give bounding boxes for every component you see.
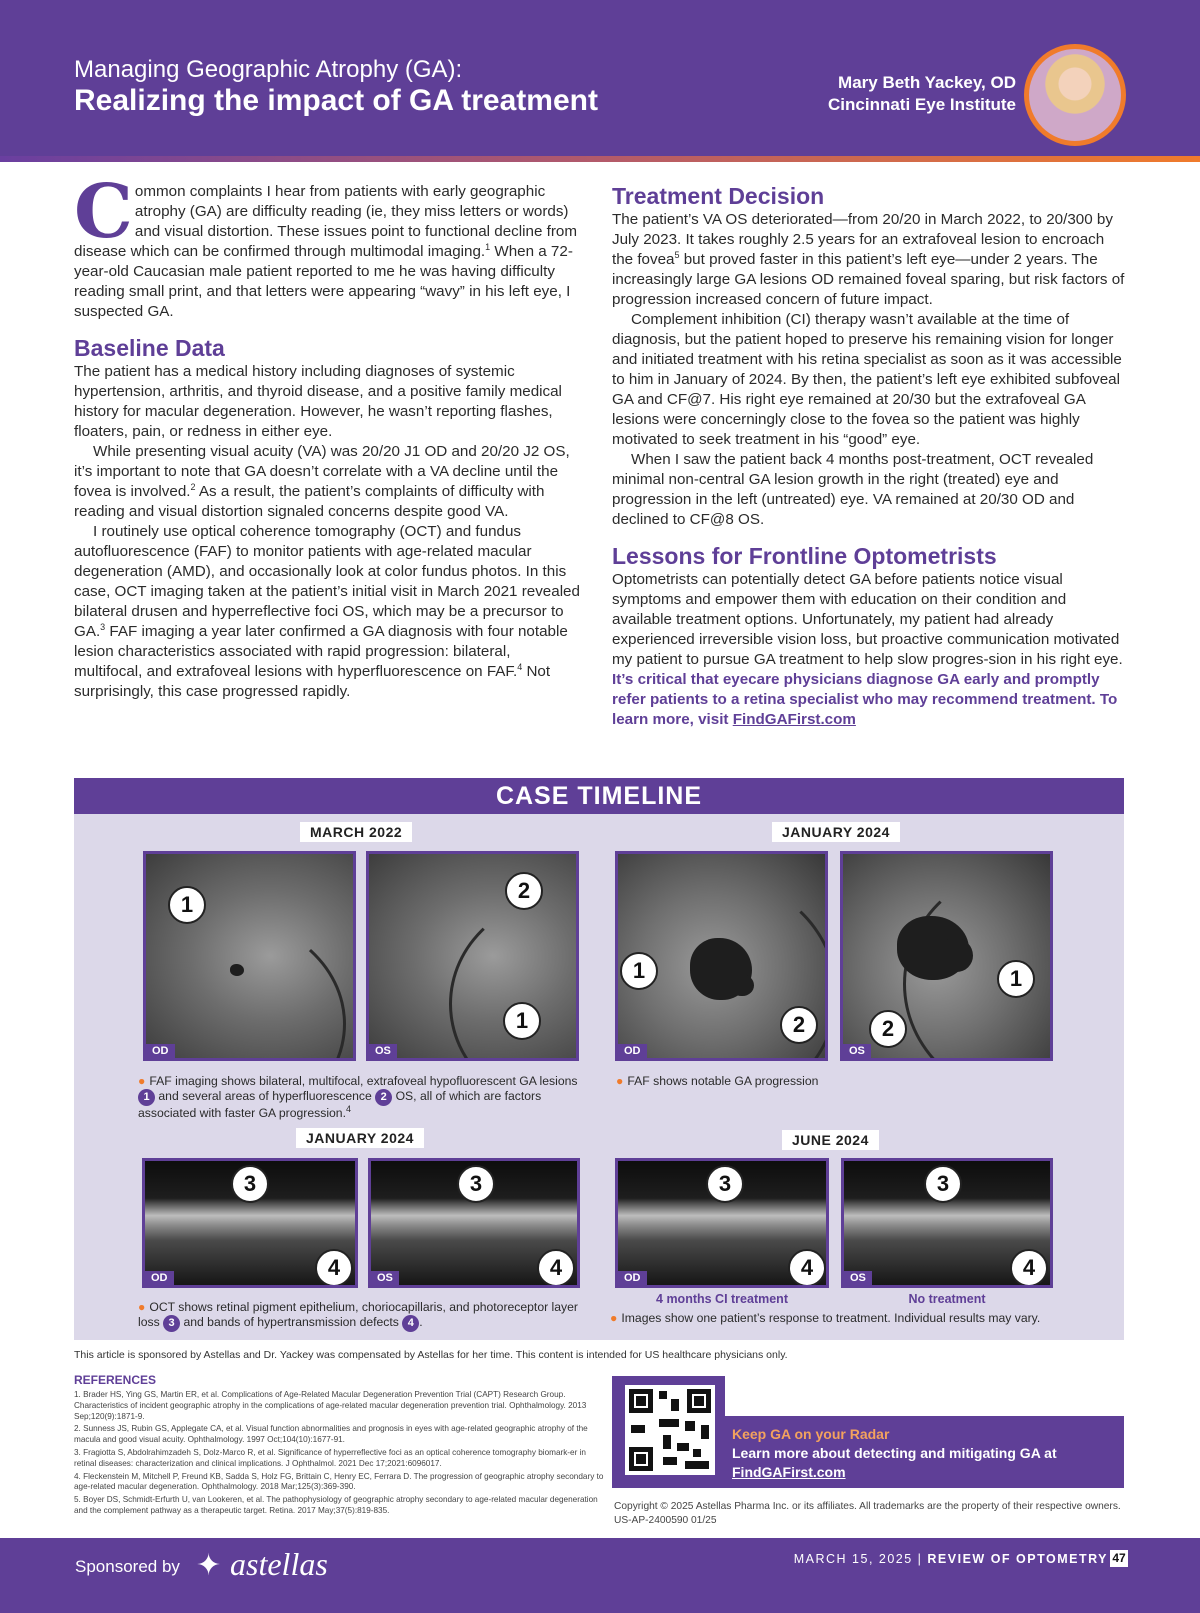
case-timeline bbox=[74, 778, 1124, 1340]
publication-name: REVIEW OF OPTOMETRY bbox=[927, 1552, 1108, 1566]
references-heading: REFERENCES bbox=[74, 1373, 157, 1387]
intro-text: ommon complaints I hear from patients with early geographic atrophy (GA) are difficulty reading (ie, they miss letters or words) and visual distortion. These issues point to functional decline from disease which can be confirmed through multimodal imaging. bbox=[74, 183, 577, 260]
eye-tag-os: OS bbox=[844, 1271, 872, 1285]
oct-image-june-os bbox=[841, 1158, 1053, 1288]
bullet: ● bbox=[616, 1074, 624, 1088]
caption-text: OS, all of which are factors associated with faster GA progression. bbox=[138, 1089, 542, 1120]
label-untreated: No treatment bbox=[908, 1292, 986, 1306]
eye-tag-os: OS bbox=[371, 1271, 399, 1285]
promo-kicker: Keep GA on your Radar bbox=[732, 1426, 890, 1442]
eye-tag-od: OD bbox=[146, 1044, 175, 1058]
baseline-paragraph-2 bbox=[74, 442, 582, 522]
treatment-p1-text: The patient’s VA OS deteriorated—from 20/20 in March 2022, to 20/300 by July 2023. It takes roughly 2.5 years for an extrafoveal lesion to encroach the fovea bbox=[612, 211, 1113, 268]
page-number: 47 bbox=[1110, 1550, 1128, 1567]
oct-image-january-od bbox=[142, 1158, 358, 1288]
date-tag-june-2024: JUNE 2024 bbox=[782, 1130, 879, 1150]
references-list bbox=[74, 1390, 606, 1519]
baseline-paragraph-1: The patient has a medical history including diagnoses of systemic hypertension, arthritis, and thyroid disease, and a positive family medical history for macular degeneration. However, he wasn’t reporting flashes, floaters, pain, or redness in either eye. bbox=[74, 363, 562, 440]
marker-3: 3 bbox=[231, 1165, 269, 1203]
author-affiliation: Cincinnati Eye Institute bbox=[828, 95, 1016, 114]
caption-text: FAF imaging shows bilateral, multifocal, extrafoveal hypofluorescent GA lesions bbox=[149, 1074, 578, 1088]
caption-text: FAF shows notable GA progression bbox=[627, 1074, 819, 1088]
marker-4: 4 bbox=[1010, 1249, 1048, 1287]
marker-4: 4 bbox=[315, 1249, 353, 1287]
sponsored-by-label: Sponsored by bbox=[75, 1557, 180, 1576]
author-block bbox=[828, 72, 1016, 116]
article-subtitle: Managing Geographic Atrophy (GA): bbox=[74, 56, 463, 83]
reference-item: 1. Brader HS, Ying GS, Martin ER, et al. Complications of Age-Related Macular Degeneration Prevention Trial (CAPT) Research Group. Characteristics of incident geographic atrophy in the complications of age-related macular degeneration prevention trial. Ophthalmology. 2013 Sep;120(9):1871-9. bbox=[74, 1390, 587, 1421]
reference-item: 2. Sunness JS, Rubin GS, Applegate CA, et al. Visual function abnormalities and prognosis in eyes with age-related geographic atrophy of the macula and good visual acuity. Ophthalmology. 1997 Oct;104(10):1677-91. bbox=[74, 1424, 588, 1445]
qr-code-icon[interactable] bbox=[625, 1385, 715, 1475]
eye-tag-od: OD bbox=[618, 1044, 647, 1058]
number-badge-3: 3 bbox=[163, 1315, 180, 1332]
baseline-paragraph-3 bbox=[74, 522, 582, 702]
baseline-p3-text-2: FAF imaging a year later confirmed a GA diagnosis with four notable lesion characteristics associated with rapid progression: bilateral, multifocal, and extrafoveal lesions with hyperfluorescence on FAF. bbox=[74, 623, 568, 680]
reference-item: 5. Boyer DS, Schmidt-Erfurth U, van Lookeren, et al. The pathophysiology of geographic atrophy secondary to age-related macular degeneration and the complement pathway as a therapeutic target. Retina. 2017 May;37(5):819-835. bbox=[74, 1495, 598, 1515]
reference-item: 4. Fleckenstein M, Mitchell P, Freund KB, Sadda S, Holz FG, Brittain C, Henry EC, Ferrara D. The progression of geographic atrophy secondary to age-related macular degeneration. Ophthalmology. 2018 Mar;125(3):369-390. bbox=[74, 1471, 604, 1492]
eye-tag-od: OD bbox=[618, 1271, 647, 1285]
treatment-paragraph-1 bbox=[612, 210, 1126, 310]
drop-cap: C bbox=[74, 169, 133, 255]
publication-line bbox=[794, 1552, 1108, 1566]
sponsor-disclaimer: This article is sponsored by Astellas and Dr. Yackey was compensated by Astellas for her time. This content is intended for US healthcare physicians only. bbox=[74, 1349, 788, 1361]
caption-text: and several areas of hyperfluorescence bbox=[155, 1089, 376, 1103]
date-tag-march-2022: MARCH 2022 bbox=[300, 822, 412, 842]
treatment-paragraph-2: Complement inhibition (CI) therapy wasn’t available at the time of diagnosis, but the patient hoped to preserve his remaining vision for longer and initiated treatment with his retina specialist as soon as it was accessible to him in January of 2024. By then, the patient’s left eye exhibited subfoveal GA and CF@7. His right eye remained at 20/30 but the extrafoveal GA lesions were concerningly close to the fovea so the patient was highly motivated to seek treatment in his “good” eye. bbox=[612, 311, 1122, 448]
astellas-star-icon: ✦ bbox=[196, 1549, 222, 1582]
caption-june-2024 bbox=[610, 1311, 1110, 1326]
right-column bbox=[612, 182, 1126, 730]
caption-oct bbox=[138, 1300, 578, 1332]
number-badge-1: 1 bbox=[138, 1089, 155, 1106]
intro-paragraph bbox=[74, 169, 582, 322]
oct-image-june-od bbox=[615, 1158, 829, 1288]
eye-tag-os: OS bbox=[369, 1044, 397, 1058]
baseline-p3-text-3: Not surprisingly, this case progressed rapidly. bbox=[74, 663, 551, 700]
lessons-cta: It’s critical that eyecare physicians diagnose GA early and promptly refer patients to a retina specialist who may recommend treatment. To learn more, visit bbox=[612, 671, 1118, 728]
citation-sup: 1 bbox=[485, 241, 491, 252]
header-gradient-stripe bbox=[0, 156, 1200, 162]
baseline-p2-text: While presenting visual acuity (VA) was 20/20 J1 OD and 20/20 J2 OS, it’s important to note that GA doesn’t correlate with a VA decline until the fovea is involved. bbox=[74, 443, 570, 500]
marker-3: 3 bbox=[924, 1165, 962, 1203]
citation-sup: 4 bbox=[345, 1103, 351, 1114]
citation-sup: 3 bbox=[100, 621, 106, 632]
caption-text: and bands of hypertransmission defects bbox=[180, 1315, 403, 1329]
promo-link[interactable]: FindGAFirst.com bbox=[732, 1464, 846, 1480]
lessons-paragraph bbox=[612, 570, 1126, 730]
caption-text: . bbox=[419, 1315, 423, 1329]
faf-image-january-od bbox=[615, 851, 828, 1061]
marker-1: 1 bbox=[997, 960, 1035, 998]
caption-january-2024-faf bbox=[616, 1074, 1016, 1089]
marker-3: 3 bbox=[457, 1165, 495, 1203]
treatment-paragraph-3: When I saw the patient back 4 months post-treatment, OCT revealed minimal non-central GA lesion growth in the right (treated) eye and progression in the left (untreated) eye. VA remained at 20/30 OD and declined to CF@8 OS. bbox=[612, 451, 1094, 528]
intro-text-2: When a 72-year-old Caucasian male patient reported to me he was having difficulty reading small print, and that letters were appearing “wavy” in his left eye, I suspected GA. bbox=[74, 243, 573, 320]
marker-2: 2 bbox=[869, 1010, 907, 1048]
treatment-p1-text-2: but proved faster in this patient’s left eye—under 2 years. The increasingly large GA lesions OD remained foveal sparing, but risk factors of progression increased concern of future impact. bbox=[612, 251, 1125, 308]
faf-image-january-os bbox=[840, 851, 1053, 1061]
author-avatar bbox=[1024, 44, 1126, 146]
citation-sup: 2 bbox=[190, 481, 196, 492]
label-treated: 4 months CI treatment bbox=[656, 1292, 788, 1306]
author-name: Mary Beth Yackey, OD bbox=[838, 73, 1016, 92]
baseline-p2-text-2: As a result, the patient’s complaints of difficulty with reading and visual distortion signaled concerns despite good VA. bbox=[74, 483, 545, 520]
lessons-heading: Lessons for Frontline Optometrists bbox=[612, 543, 997, 569]
marker-1: 1 bbox=[503, 1002, 541, 1040]
date-tag-january-2024-oct: JANUARY 2024 bbox=[296, 1128, 424, 1148]
marker-1: 1 bbox=[168, 886, 206, 924]
number-badge-2: 2 bbox=[375, 1089, 392, 1106]
bullet: ● bbox=[138, 1300, 146, 1314]
findgafirst-link[interactable]: FindGAFirst.com bbox=[732, 711, 856, 728]
timeline-heading: CASE TIMELINE bbox=[74, 778, 1124, 814]
citation-sup: 4 bbox=[517, 661, 523, 672]
baseline-p3-text: I routinely use optical coherence tomography (OCT) and fundus autofluorescence (FAF) to monitor patients with age-related macular degeneration (AMD), and occasionally look at color fundus photos. In this case, OCT imaging taken at the patient’s initial visit in March 2021 revealed bilateral drusen and hyperreflective foci OS, which may be a precursor to GA. bbox=[74, 523, 580, 640]
promo-body: Learn more about detecting and mitigating GA at bbox=[732, 1445, 1057, 1461]
eye-tag-od: OD bbox=[145, 1271, 174, 1285]
lessons-text: Optometrists can potentially detect GA before patients notice visual symptoms and empower them with education on their condition and available treatment options. Unfortunately, my patient had already experienced irreversible vision loss, but proactive communication motivated my patient to pursue GA treatment to help slow progres-sion in his right eye. bbox=[612, 571, 1123, 668]
marker-4: 4 bbox=[537, 1249, 575, 1287]
caption-text: Images show one patient’s response to treatment. Individual results may vary. bbox=[621, 1311, 1041, 1325]
bullet: ● bbox=[610, 1311, 618, 1325]
reference-item: 3. Fragiotta S, Abdolrahimzadeh S, Dolz-Marco R, et al. Significance of hyperreflective foci as an optical coherence tomography biomark-er in retinal diseases: characterization and clinical implications. J Ophthalmol. 2021 Dec 17;2021:6096017. bbox=[74, 1447, 586, 1468]
baseline-heading: Baseline Data bbox=[74, 335, 225, 361]
astellas-logo: astellas bbox=[230, 1546, 328, 1582]
caption-march-2022 bbox=[138, 1074, 578, 1121]
date-tag-january-2024-faf: JANUARY 2024 bbox=[772, 822, 900, 842]
citation-sup: 5 bbox=[674, 249, 680, 260]
faf-image-march-os bbox=[366, 851, 579, 1061]
marker-3: 3 bbox=[706, 1165, 744, 1203]
marker-1: 1 bbox=[620, 952, 658, 990]
bullet: ● bbox=[138, 1074, 146, 1088]
issue-date: MARCH 15, 2025 bbox=[793, 1552, 913, 1566]
footer-bar bbox=[0, 1538, 1200, 1613]
marker-4: 4 bbox=[788, 1249, 826, 1287]
copyright-notice: Copyright © 2025 Astellas Pharma Inc. or its affiliates. All trademarks are the property of their respective owners. US-AP-2400590 01/25 bbox=[614, 1501, 1121, 1526]
caption-text: OCT shows retinal pigment epithelium, choriocapillaris, and photoreceptor layer loss bbox=[138, 1300, 578, 1329]
marker-2: 2 bbox=[505, 872, 543, 910]
faf-image-march-od bbox=[143, 851, 356, 1061]
promo-text bbox=[732, 1425, 1112, 1482]
eye-tag-os: OS bbox=[843, 1044, 871, 1058]
marker-2: 2 bbox=[780, 1006, 818, 1044]
separator: | bbox=[912, 1552, 928, 1566]
number-badge-4: 4 bbox=[402, 1315, 419, 1332]
treatment-heading: Treatment Decision bbox=[612, 183, 825, 209]
left-column bbox=[74, 169, 582, 702]
article-title: Realizing the impact of GA treatment bbox=[74, 84, 598, 117]
oct-image-january-os bbox=[368, 1158, 580, 1288]
